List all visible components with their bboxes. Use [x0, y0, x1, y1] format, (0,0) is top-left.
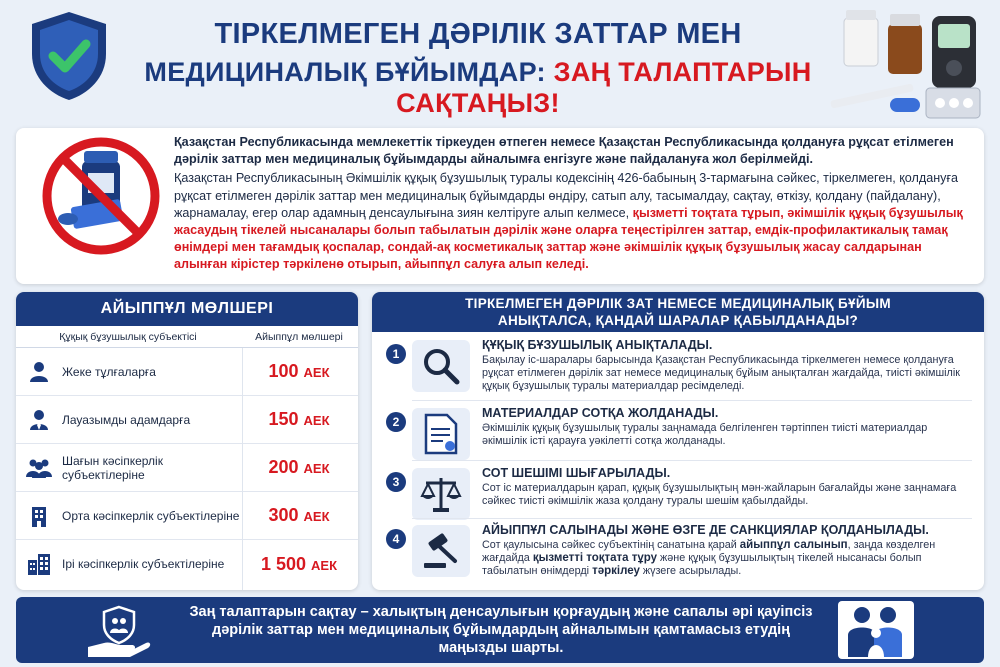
official-icon [28, 409, 50, 431]
step-description-part: және құқық бұзушылықтың тікелей нысанасы болып табылатын өнімдерді [482, 552, 922, 577]
divider [412, 518, 972, 519]
fine-amount-value: 1 500 [260, 553, 307, 574]
fine-amount-unit: АЕК [303, 461, 330, 476]
fines-table-header [16, 326, 358, 348]
step-title: СОТ ШЕШІМІ ШЫҒАРЫЛАДЫ. [482, 466, 671, 480]
intro-text [174, 134, 966, 274]
table-row [16, 492, 358, 540]
fines-title: АЙЫППҰЛ МӨЛШЕРІ [16, 292, 358, 326]
footer-banner [16, 597, 984, 663]
step-number: 1 [386, 344, 406, 364]
column-divider [242, 348, 243, 590]
fine-amount-unit: АЕК [311, 557, 338, 573]
page-title-line1: ТІРКЕЛМЕГЕН ДӘРІЛІК ЗАТТАР МЕН [214, 18, 742, 50]
fines-card [16, 292, 358, 590]
gavel-icon [421, 531, 461, 571]
intro-paragraph-1: Қазақстан Республикасында мемлекеттік тіркеуден өтпеген немесе Қазақстан Республикасында қолдануға рұқсат етілмеген дәрілік заттар мен медициналық бұйымдарды айналымға енгізуге және пайдалануға жол берілмейді. [174, 135, 954, 167]
step-number: 4 [386, 529, 406, 549]
measures-title-line1: ТІРКЕЛМЕГЕН ДӘРІЛІК ЗАТ НЕМЕСЕ МЕДИЦИНАЛЫҚ БҰЙЫМ [465, 296, 891, 311]
divider [412, 460, 972, 461]
step-description-part: , заңда көзделген жағдайда [482, 539, 936, 564]
fine-amount-unit: АЕК [303, 509, 330, 524]
footer-text: Заң талаптарын сақтау – халықтың денсаулығын қорғаудың және сапалы әрі қауіпсіз дәрілік заттар мен медициналық бұйымдардың айналымын қамтамасыз етудің маңызды шарты. [189, 604, 813, 656]
document-icon [423, 413, 459, 455]
step-description: Әкімшілік құқық бұзушылық туралы заңнамада белгіленген тәртіппен тиісті материалдар әкімшілік істі қарауға уәкілетті сотқа жолданады. [482, 422, 928, 447]
title-part-red: ЗАҢ ТАЛАПТАРЫН САҚТАҢЫЗ! [396, 57, 812, 118]
buildings-icon [26, 552, 52, 576]
fine-amount-value: 200 [268, 457, 299, 477]
step-number: 3 [386, 472, 406, 492]
step-description-part: Сот қаулысына сәйкес субъектінің санатына қарай [482, 539, 740, 551]
title-part-blue: МЕДИЦИНАЛЫҚ БҰЙЫМДАР: [144, 57, 554, 87]
table-row [16, 540, 358, 588]
fine-amount-value: 100 [268, 361, 299, 381]
fine-subject-label: Шағын кәсіпкерлік субъектілеріне [62, 453, 163, 482]
measures-title-line2: АНЫҚТАЛСА, ҚАНДАЙ ШАРАЛАР ҚАБЫЛДАНАДЫ? [497, 313, 859, 328]
step-item [372, 336, 984, 398]
hand-protect-icon [86, 603, 152, 659]
step-title: МАТЕРИАЛДАР СОТҚА ЖОЛДАНАДЫ. [482, 406, 719, 420]
step-item [372, 521, 984, 583]
fine-amount [240, 361, 358, 382]
step-description-bold: айыппұл салынып [739, 539, 848, 551]
family-icon [838, 601, 914, 659]
divider [412, 400, 972, 401]
intro-card [16, 128, 984, 284]
page-title-line2 [118, 57, 838, 119]
fine-subject-label: Ірі кәсіпкерлік субъектілеріне [62, 557, 225, 571]
fine-subject-label: Лауазымды адамдарға [62, 412, 191, 427]
magnifier-icon [421, 346, 461, 386]
fine-amount-unit: АЕК [303, 365, 330, 380]
fine-amount [240, 554, 358, 575]
fine-amount-value: 300 [268, 505, 299, 525]
scales-icon [420, 474, 462, 514]
step-description: Бақылау іс-шаралары барысында Қазақстан Республикасында тіркелмеген немесе қолдануға рұқсат етілмеген дәрілік зат немесе медициналық бұйым анықталған жағдайда, тиісті әкімшілік құқық бұзушылық туралы материалдар ресімделеді. [482, 354, 960, 392]
step-number: 2 [386, 412, 406, 432]
person-icon [28, 361, 50, 383]
table-row [16, 396, 358, 444]
table-row [16, 444, 358, 492]
step-description-bold: тәркілеу [592, 565, 640, 577]
intro-paragraph-2 [174, 170, 966, 273]
group-icon [26, 457, 52, 479]
intro-paragraph-2-plain: Қазақстан Республикасының Әкімшілік құқық бұзушылық туралы кодексінің 426-бабының 3-тармағына сәйкес, тіркелмеген, қолдануға рұқсат етілмеген дәрілік заттар мен медициналық бұйымдарды өндіру, сатып алу, тасымалдау, сақтау, өткізу, қолдану (пайдалану), жарнамалау, егер олар адамның денсаулығына зиян келтіруге алып келмесе, [174, 171, 959, 220]
prohibited-medicines-icon [38, 133, 164, 259]
intro-paragraph-2-highlight: қызметті тоқтата тұрып, әкімшілік құқық бұзушылық жасаудың тікелей нысаналары болып табылатын дәрілік және оларға теңестірілген заттар, емдік-профилактикалық тамақ өнімдері мен тағамдық қоспалар, сондай-ақ косметикалық заттар және әкімшілік құқық бұзушылық жасау салдарынан алынған кірістер тәркіленө отырып, айыппұл салуға алып келеді. [174, 205, 963, 272]
step-description: Сот іс материалдарын қарап, құқық бұзушылықтың мән-жайларын бағалайды және заңнамаға сәйкес тиісті әкімшілік жаза қолдану туралы шешім қабылдайды. [482, 482, 957, 507]
step-title: ҚҰҚЫҚ БҰЗУШЫЛЫҚ АНЫҚТАЛАДЫ. [482, 338, 713, 352]
column-header-subject: Құқық бұзушылық субъектісі [59, 330, 197, 343]
step-description [482, 539, 974, 578]
step-item [372, 404, 984, 466]
building-icon [28, 504, 50, 528]
column-header-amount: Айыппұл мөлшері [255, 330, 343, 343]
step-description-part: жүзеге асырылады. [639, 565, 742, 577]
measures-card [372, 292, 984, 590]
header [0, 0, 1000, 118]
fine-amount [240, 409, 358, 430]
fine-amount [240, 457, 358, 478]
measures-title [372, 292, 984, 332]
fine-amount [240, 505, 358, 526]
shield-check-icon [28, 10, 110, 102]
fine-amount-unit: АЕК [303, 413, 330, 428]
fine-amount-value: 150 [268, 409, 299, 429]
medicines-illustration-icon [830, 4, 1000, 132]
table-row [16, 348, 358, 396]
step-description-bold: қызметті тоқтата тұру [532, 552, 658, 564]
step-title: АЙЫППҰЛ САЛЫНАДЫ ЖӘНЕ ӨЗГЕ ДЕ САНКЦИЯЛАР ҚОЛДАНЫЛАДЫ. [482, 523, 929, 537]
fine-subject-label: Жеке тұлғаларға [62, 364, 156, 379]
step-item [372, 464, 984, 526]
fine-subject-label: Орта кәсіпкерлік субъектілеріне [62, 508, 240, 523]
